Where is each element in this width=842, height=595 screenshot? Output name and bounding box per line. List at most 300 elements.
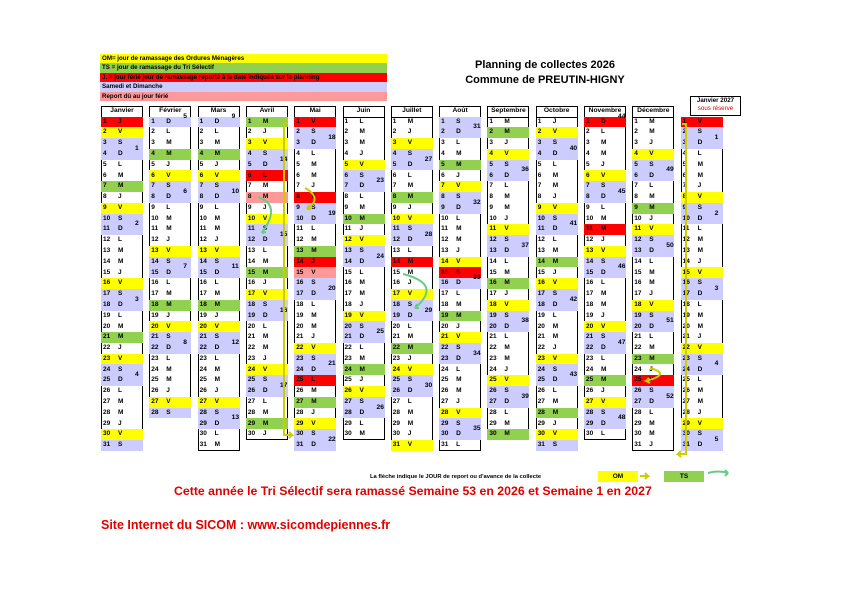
- day-number: 8: [489, 193, 494, 201]
- day-number: 16: [441, 279, 449, 287]
- day-cell: [681, 170, 723, 181]
- day-number: 31: [199, 441, 207, 449]
- legend: [100, 54, 387, 101]
- day-letter: V: [214, 397, 219, 405]
- day-letter: M: [214, 300, 221, 308]
- day-cell: [681, 181, 723, 192]
- day-letter: M: [311, 311, 317, 319]
- day-number: 5: [441, 160, 445, 168]
- day-cell: [584, 397, 626, 408]
- day-letter: L: [697, 150, 702, 158]
- day-number: 2: [344, 128, 349, 136]
- day-letter: M: [359, 279, 365, 287]
- day-letter: V: [649, 376, 654, 384]
- day-letter: D: [407, 311, 413, 319]
- day-number: 6: [151, 171, 155, 179]
- day-letter: J: [118, 117, 122, 125]
- day-letter: S: [504, 311, 509, 319]
- day-number: 17: [682, 290, 690, 298]
- day-cell: [487, 192, 529, 203]
- day-cell: [391, 170, 433, 181]
- day-letter: M: [649, 128, 655, 136]
- day-letter: D: [407, 160, 413, 168]
- week-number: 15: [279, 231, 288, 239]
- day-letter: M: [601, 300, 607, 308]
- day-number: 22: [586, 344, 594, 352]
- day-number: 25: [296, 376, 304, 384]
- week-number: 4: [135, 371, 139, 379]
- day-letter: V: [407, 290, 413, 298]
- day-number: 4: [199, 150, 204, 158]
- day-number: 30: [296, 430, 304, 438]
- day-letter: V: [552, 203, 558, 211]
- day-cell: [536, 278, 578, 289]
- day-number: 29: [441, 419, 449, 427]
- legend-row: Report dû au jour férié: [100, 92, 387, 101]
- day-number: 12: [392, 236, 401, 244]
- day-letter: L: [118, 311, 122, 319]
- day-letter: V: [118, 128, 123, 136]
- day-cell: [343, 375, 385, 386]
- day-number: 18: [489, 300, 497, 308]
- day-cell: [294, 418, 336, 429]
- day-letter: S: [262, 150, 268, 158]
- day-letter: L: [504, 257, 509, 265]
- day-number: 6: [247, 171, 252, 179]
- day-number: 28: [247, 408, 256, 416]
- day-cell: [487, 149, 529, 160]
- day-letter: M: [697, 247, 704, 255]
- day-letter: M: [649, 430, 655, 438]
- day-letter: J: [262, 203, 267, 211]
- day-cell: [198, 160, 240, 171]
- day-letter: D: [118, 376, 123, 384]
- day-number: 23: [489, 354, 497, 362]
- day-letter: L: [214, 430, 219, 438]
- day-letter: M: [601, 214, 607, 222]
- day-letter: V: [166, 171, 171, 179]
- day-letter: M: [697, 160, 704, 168]
- day-cell: [198, 127, 240, 138]
- day-number: 11: [103, 225, 110, 233]
- day-letter: M: [552, 408, 559, 416]
- day-number: 16: [586, 279, 594, 287]
- day-letter: S: [552, 441, 558, 449]
- day-letter: S: [118, 365, 123, 373]
- day-cell: [246, 192, 288, 203]
- day-number: 4: [103, 150, 107, 158]
- day-number: 16: [634, 279, 642, 287]
- day-number: 7: [103, 182, 107, 190]
- day-number: 29: [586, 419, 594, 427]
- day-cell: [439, 160, 481, 171]
- day-number: 27: [199, 397, 207, 405]
- day-cell: [439, 386, 481, 397]
- day-letter: V: [262, 365, 268, 373]
- day-letter: M: [504, 193, 510, 201]
- day-cell: [536, 117, 578, 128]
- day-number: 22: [441, 344, 449, 352]
- day-number: 4: [586, 150, 590, 158]
- day-number: 13: [537, 247, 545, 255]
- day-number: 8: [441, 193, 445, 201]
- week-number: 42: [569, 295, 578, 303]
- day-letter: S: [359, 397, 364, 405]
- day-number: 1: [441, 117, 445, 125]
- day-cell: [294, 300, 336, 311]
- day-cell: [149, 203, 191, 214]
- day-letter: J: [262, 430, 267, 438]
- day-number: 13: [634, 247, 642, 255]
- day-cell: [632, 429, 674, 440]
- day-letter: S: [118, 290, 123, 298]
- day-cell: [632, 192, 674, 203]
- day-letter: L: [601, 203, 605, 211]
- day-letter: M: [552, 257, 559, 265]
- week-number: 40: [569, 144, 578, 152]
- day-letter: L: [697, 376, 702, 384]
- day-number: 30: [247, 430, 256, 438]
- day-letter: J: [359, 300, 364, 308]
- day-letter: D: [359, 257, 365, 265]
- day-number: 30: [199, 430, 207, 438]
- day-letter: M: [311, 160, 317, 168]
- day-cell: [246, 257, 288, 268]
- day-letter: M: [214, 139, 221, 147]
- day-letter: V: [359, 236, 364, 244]
- day-number: 14: [586, 257, 594, 265]
- day-number: 7: [489, 182, 494, 190]
- month-header: Mai: [294, 106, 336, 117]
- week-number: 26: [376, 403, 384, 411]
- day-cell: [391, 440, 433, 451]
- day-number: 20: [344, 322, 352, 330]
- day-cell: [681, 267, 723, 278]
- day-number: 23: [586, 354, 594, 362]
- day-number: 9: [199, 203, 204, 211]
- day-letter: S: [697, 128, 702, 136]
- day-cell: [536, 440, 578, 451]
- day-number: 14: [441, 257, 449, 265]
- day-number: 10: [634, 214, 642, 222]
- day-number: 17: [296, 290, 304, 298]
- day-number: 15: [344, 268, 352, 276]
- day-letter: J: [311, 408, 315, 416]
- day-number: 28: [441, 408, 449, 416]
- week-number: 44: [618, 112, 626, 120]
- day-number: 7: [151, 182, 155, 190]
- day-cell: [681, 300, 723, 311]
- day-number: 18: [247, 300, 256, 308]
- day-letter: S: [359, 171, 364, 179]
- day-cell: [101, 429, 143, 440]
- week-number: 35: [473, 425, 481, 433]
- day-letter: M: [407, 257, 414, 265]
- site-link[interactable]: Site Internet du SICOM : www.sicomdepiennes.fr: [101, 518, 391, 532]
- day-cell: [246, 354, 288, 365]
- day-letter: J: [311, 182, 315, 190]
- day-letter: D: [649, 171, 654, 179]
- day-number: 27: [296, 397, 304, 405]
- day-letter: L: [649, 182, 654, 190]
- day-cell: [536, 160, 578, 171]
- day-cell: [487, 300, 529, 311]
- day-number: 9: [634, 203, 638, 211]
- day-letter: M: [601, 150, 607, 158]
- day-letter: L: [359, 117, 364, 125]
- day-number: 6: [344, 171, 349, 179]
- day-letter: J: [407, 279, 412, 287]
- day-letter: L: [359, 193, 364, 201]
- day-letter: V: [649, 225, 654, 233]
- day-number: 5: [537, 160, 542, 168]
- day-letter: V: [311, 268, 316, 276]
- day-number: 5: [247, 160, 252, 168]
- day-letter: L: [311, 300, 316, 308]
- notice-text: Cette année le Tri Sélectif sera ramassé Semaine 53 en 2026 et Semaine 1 en 2027: [174, 484, 652, 498]
- day-number: 11: [392, 225, 400, 233]
- day-letter: M: [118, 322, 124, 330]
- day-cell: [487, 117, 529, 128]
- week-number: 48: [618, 414, 626, 422]
- day-number: 17: [392, 290, 401, 298]
- day-number: 9: [586, 203, 590, 211]
- day-cell: [632, 127, 674, 138]
- day-letter: D: [504, 247, 510, 255]
- day-number: 22: [103, 344, 111, 352]
- day-letter: J: [697, 333, 702, 341]
- day-letter: L: [552, 311, 557, 319]
- day-letter: D: [552, 150, 558, 158]
- day-cell: [246, 289, 288, 300]
- legend-row: Samedi et Dimanche: [100, 82, 387, 91]
- day-letter: L: [359, 419, 364, 427]
- day-number: 4: [634, 150, 638, 158]
- day-cell: [487, 181, 529, 192]
- day-number: 14: [296, 257, 304, 265]
- day-letter: S: [697, 203, 702, 211]
- day-cell: [584, 386, 626, 397]
- day-number: 18: [537, 300, 545, 308]
- day-number: 20: [537, 322, 545, 330]
- day-number: 23: [441, 354, 449, 362]
- day-number: 28: [392, 408, 401, 416]
- day-number: 10: [151, 214, 159, 222]
- day-letter: V: [456, 257, 461, 265]
- day-cell: [584, 311, 626, 322]
- day-letter: L: [262, 171, 267, 179]
- day-number: 22: [151, 344, 159, 352]
- day-number: 13: [296, 247, 304, 255]
- day-letter: M: [214, 150, 221, 158]
- day-cell: [246, 203, 288, 214]
- day-cell: [391, 397, 433, 408]
- day-number: 22: [296, 344, 304, 352]
- week-number: 27: [424, 155, 433, 163]
- day-number: 10: [199, 214, 207, 222]
- day-number: 19: [489, 311, 497, 319]
- day-letter: D: [697, 365, 703, 373]
- day-cell: [391, 192, 433, 203]
- day-number: 3: [247, 139, 252, 147]
- day-cell: [149, 321, 191, 332]
- week-number: 8: [183, 338, 188, 346]
- day-letter: M: [262, 182, 269, 190]
- day-cell: [632, 289, 674, 300]
- day-number: 2: [441, 128, 445, 136]
- day-cell: [439, 235, 481, 246]
- month-header: Janvier: [101, 106, 143, 117]
- day-number: 22: [247, 344, 256, 352]
- day-number: 9: [151, 203, 155, 211]
- day-letter: S: [601, 333, 606, 341]
- day-letter: J: [262, 128, 267, 136]
- day-number: 12: [247, 236, 256, 244]
- day-letter: M: [601, 139, 607, 147]
- day-letter: S: [504, 387, 509, 395]
- day-letter: V: [311, 419, 316, 427]
- day-cell: [632, 267, 674, 278]
- day-number: 3: [682, 139, 687, 147]
- day-number: 18: [344, 300, 352, 308]
- day-cell: [681, 375, 723, 386]
- day-letter: M: [504, 268, 510, 276]
- day-letter: J: [166, 387, 170, 395]
- day-letter: S: [359, 247, 364, 255]
- day-number: 30: [489, 430, 497, 438]
- day-number: 15: [634, 268, 642, 276]
- week-number: 5: [183, 112, 188, 120]
- day-number: 30: [537, 430, 545, 438]
- day-cell: [632, 343, 674, 354]
- day-cell: [343, 235, 385, 246]
- day-number: 28: [199, 408, 207, 416]
- day-letter: L: [407, 247, 412, 255]
- day-number: 18: [199, 300, 207, 308]
- day-number: 3: [489, 139, 494, 147]
- day-cell: [294, 192, 336, 203]
- day-cell: [681, 224, 723, 235]
- day-letter: M: [359, 139, 365, 147]
- day-cell: [198, 364, 240, 375]
- day-letter: L: [601, 128, 605, 136]
- day-letter: V: [601, 322, 606, 330]
- day-cell: [632, 224, 674, 235]
- day-letter: M: [262, 408, 269, 416]
- day-letter: S: [311, 430, 316, 438]
- day-letter: D: [407, 236, 413, 244]
- day-letter: D: [166, 268, 171, 276]
- day-number: 3: [634, 139, 638, 147]
- day-number: 20: [199, 322, 207, 330]
- day-number: 12: [682, 236, 690, 244]
- day-cell: [198, 203, 240, 214]
- day-number: 27: [634, 397, 642, 405]
- day-cell: [246, 408, 288, 419]
- day-number: 3: [392, 139, 397, 147]
- day-number: 31: [296, 441, 304, 449]
- day-letter: S: [504, 236, 509, 244]
- ts-key: TS: [664, 471, 704, 482]
- day-cell: [632, 418, 674, 429]
- month-header: Juin: [343, 106, 385, 117]
- day-cell: [343, 192, 385, 203]
- day-number: 2: [296, 128, 300, 136]
- day-cell: [246, 246, 288, 257]
- day-letter: M: [359, 290, 365, 298]
- day-number: 22: [392, 344, 401, 352]
- day-letter: J: [166, 236, 170, 244]
- day-letter: J: [649, 365, 653, 373]
- day-letter: S: [311, 128, 316, 136]
- day-cell: [536, 127, 578, 138]
- day-cell: [487, 364, 529, 375]
- day-letter: D: [552, 225, 558, 233]
- day-cell: [632, 375, 674, 386]
- day-letter: M: [311, 322, 317, 330]
- day-cell: [681, 343, 723, 354]
- day-number: 27: [489, 397, 497, 405]
- day-cell: [681, 408, 723, 419]
- day-number: 20: [682, 322, 690, 330]
- day-cell: [487, 224, 529, 235]
- day-cell: [681, 332, 723, 343]
- day-letter: M: [697, 397, 704, 405]
- day-letter: D: [504, 322, 510, 330]
- day-cell: [487, 214, 529, 225]
- day-cell: [246, 397, 288, 408]
- day-letter: M: [552, 171, 559, 179]
- day-cell: [343, 289, 385, 300]
- day-letter: D: [262, 387, 268, 395]
- day-number: 3: [199, 139, 204, 147]
- day-letter: L: [649, 408, 654, 416]
- title-line1: Planning de collectes 2026: [474, 59, 615, 71]
- day-letter: L: [214, 279, 219, 287]
- day-letter: J: [697, 257, 702, 265]
- day-cell: [149, 170, 191, 181]
- day-number: 19: [296, 311, 304, 319]
- day-number: 13: [586, 247, 594, 255]
- day-number: 9: [682, 203, 687, 211]
- day-number: 21: [682, 333, 690, 341]
- day-letter: J: [118, 419, 122, 427]
- day-cell: [439, 364, 481, 375]
- day-number: 4: [441, 150, 445, 158]
- day-number: 21: [151, 333, 159, 341]
- day-cell: [536, 332, 578, 343]
- day-letter: D: [456, 128, 461, 136]
- week-number: 14: [279, 155, 288, 163]
- day-letter: D: [262, 311, 268, 319]
- day-letter: S: [407, 225, 413, 233]
- day-cell: [101, 386, 143, 397]
- day-number: 28: [151, 408, 159, 416]
- day-letter: D: [697, 290, 703, 298]
- day-cell: [632, 332, 674, 343]
- day-number: 2: [634, 128, 638, 136]
- week-number: 10: [231, 187, 240, 195]
- day-number: 11: [682, 225, 690, 233]
- day-number: 7: [344, 182, 349, 190]
- day-letter: S: [262, 376, 268, 384]
- day-number: 20: [586, 322, 594, 330]
- day-letter: D: [552, 376, 558, 384]
- day-letter: D: [456, 354, 461, 362]
- day-number: 2: [151, 128, 155, 136]
- day-cell: [487, 408, 529, 419]
- week-number: 36: [521, 166, 529, 174]
